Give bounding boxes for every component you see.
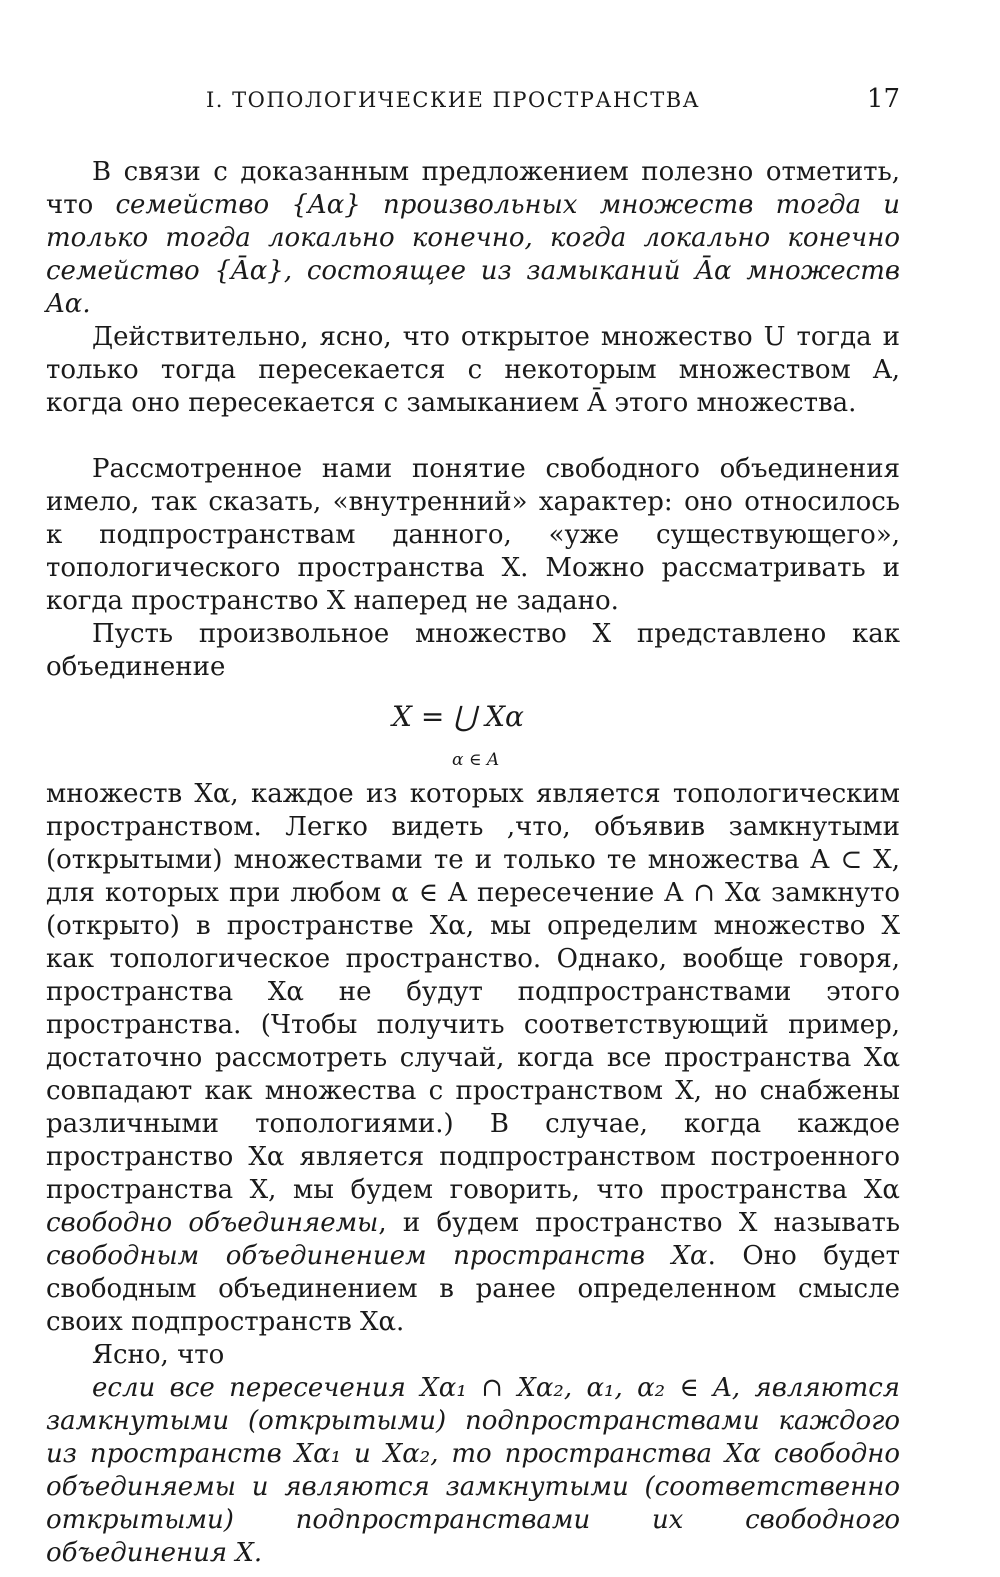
- running-title: I. ТОПОЛОГИЧЕСКИЕ ПРОСТРАНСТВА: [206, 88, 701, 112]
- page: [46, 84, 900, 1570]
- page-body: [46, 156, 900, 1570]
- paragraph-5-term-2: свободным объединением пространств Xα: [46, 1241, 708, 1271]
- paragraph-2: Действительно, ясно, что открытое множество U тогда и только тогда пересекается с некоторым множеством A, когда оно пересекается с замыканием Ā этого множества.: [46, 322, 900, 418]
- paragraph-5-part-b: , и будем пространство X называть: [378, 1208, 900, 1238]
- paragraph-1-intro: В связи с доказанным предложением полезно отметить, что: [46, 157, 900, 220]
- paragraph-4: Пусть произвольное множество X представлено как объединение: [46, 619, 900, 682]
- paragraph-7: если все пересечения Xα₁ ∩ Xα₂, α₁, α₂ ∈ A, являются замкнутыми (открытыми) подпространствами каждого из пространств Xα₁ и Xα₂, то пространства Xα свободно объединяемы и являются замкнутыми (соответственно открытыми) подпространствами их свободного объединения X.: [46, 1373, 900, 1568]
- paragraph-5-part-c: . Оно будет свободным объединением в ранее определенном смысле своих подпространств Xα.: [46, 1241, 901, 1337]
- paragraph-1-statement: семейство {Aα} произвольных множеств тогда и только тогда локально конечно, когда локально конечно семейство {Āα}, состоящее из замыканий Āα множеств Aα.: [46, 190, 900, 319]
- page-number: 17: [866, 84, 900, 114]
- paragraph-1: [46, 156, 900, 321]
- paragraph-5: [46, 778, 900, 1339]
- union-formula: [46, 694, 900, 772]
- formula-subscript: α ∈ A: [452, 750, 500, 770]
- running-head: [46, 84, 900, 124]
- paragraph-5-part-a: множеств Xα, каждое из которых является топологическим пространством. Легко видеть ,что, объявив замкнутыми (открытыми) множествами те и только те множества A ⊂ X, для которых при любом α ∈ A пересечение A ∩ Xα замкнуто (открыто) в пространстве Xα, мы определим множество X как топологическое пространство. Однако, вообще говоря, пространства Xα не будут подпространствами этого пространства. (Чтобы получить соответствующий пример, достаточно рассмотреть случай, когда все пространства Xα совпадают как множества с пространством X, но снабжены различными топологиями.) В случае, когда каждое пространство Xα является подпространством построенного пространства X, мы будем говорить, что пространства Xα: [46, 779, 900, 1205]
- paragraph-6: Ясно, что: [92, 1340, 225, 1370]
- formula-main: X = ⋃ Xα: [392, 700, 524, 733]
- paragraph-3: Рассмотренное нами понятие свободного объединения имело, так сказать, «внутренний» характер: оно относилось к подпространствам данного, «уже существующего», топологического пространства X. Можно рассматривать и когда пространство X наперед не задано.: [46, 454, 900, 616]
- paragraph-5-term-1: свободно объединяемы: [46, 1208, 379, 1238]
